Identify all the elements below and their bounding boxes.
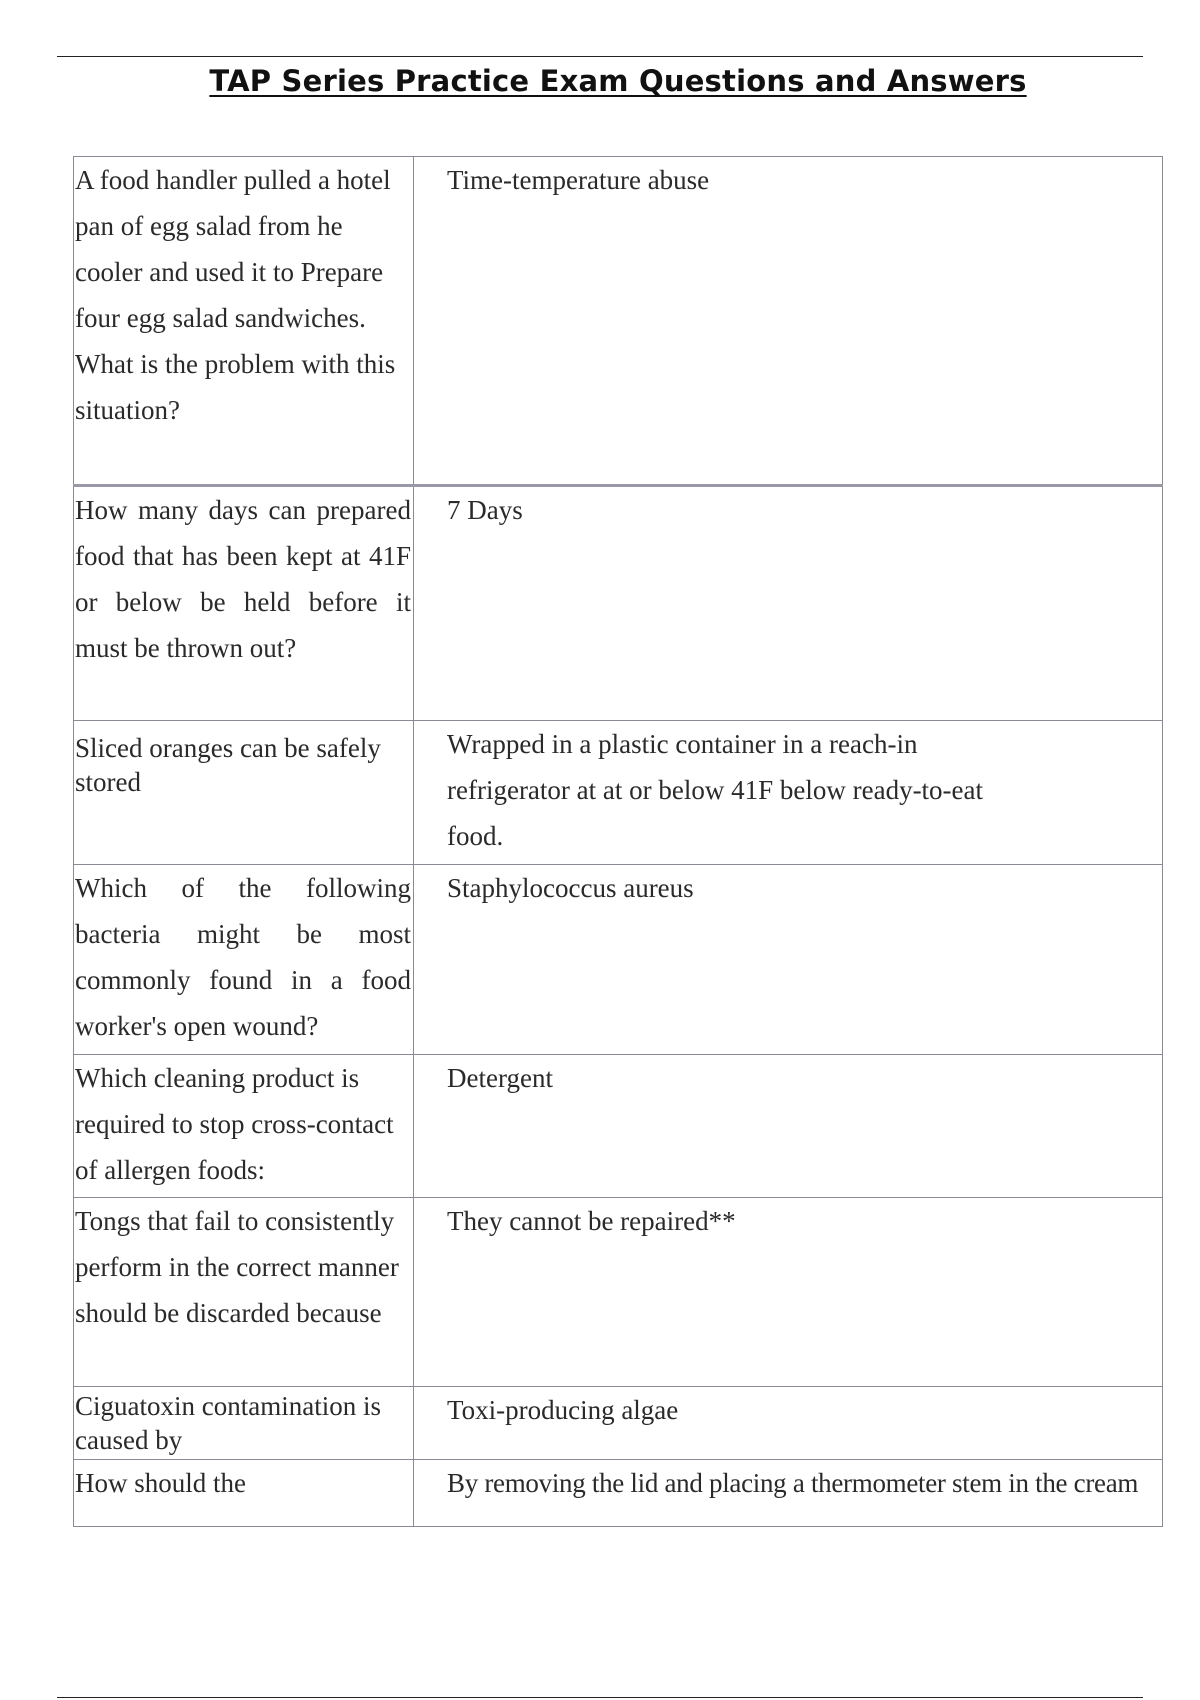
question-cell xyxy=(74,157,414,486)
answer-text: Staphylococcus aureus xyxy=(447,873,694,903)
question-cell xyxy=(74,1387,414,1460)
page-title: TAP Series Practice Exam Questions and Answers xyxy=(209,64,1027,98)
table-row xyxy=(74,721,1163,865)
question-text: Which cleaning product is required to stop cross-contact of allergen foods: xyxy=(75,1063,394,1185)
question-cell xyxy=(74,865,414,1055)
question-cell xyxy=(74,486,414,721)
question-text: Tongs that fail to consistently perform in the correct manner should be discarded because xyxy=(75,1206,399,1328)
answer-text: Toxi-producing algae xyxy=(447,1395,679,1425)
answer-cell xyxy=(414,157,1163,486)
answer-cell xyxy=(414,1460,1163,1527)
table-row xyxy=(74,486,1163,721)
answer-text: Time-temperature abuse xyxy=(447,165,710,195)
header-rule xyxy=(57,56,1143,57)
question-text: Ciguatoxin contamination is caused by xyxy=(75,1391,381,1455)
question-text: How should the xyxy=(75,1468,246,1498)
answer-text: They cannot be repaired** xyxy=(447,1206,736,1236)
answer-cell xyxy=(414,486,1163,721)
table-row xyxy=(74,1055,1163,1198)
answer-cell xyxy=(414,1198,1163,1387)
answer-cell xyxy=(414,865,1163,1055)
answer-text: 7 Days xyxy=(447,495,523,525)
answer-text: By removing the lid and placing a thermometer stem in the cream xyxy=(447,1468,1139,1498)
table-row xyxy=(74,865,1163,1055)
question-text: How many days can prepared food that has been kept at 41F or below be held before it must be thrown out? xyxy=(75,495,411,663)
table-row xyxy=(74,1387,1163,1460)
question-cell xyxy=(74,1055,414,1198)
question-cell xyxy=(74,1460,414,1527)
qa-table xyxy=(73,156,1163,1527)
table-row xyxy=(74,157,1163,486)
answer-cell xyxy=(414,1387,1163,1460)
answer-cell xyxy=(414,721,1163,865)
question-text: A food handler pulled a hotel pan of egg salad from he cooler and used it to Prepare four egg salad sandwiches. What is the problem with this situation? xyxy=(75,165,396,425)
answer-text: Detergent xyxy=(447,1063,553,1093)
answer-text: Wrapped in a plastic container in a reach-in refrigerator at at or below 41F below ready-to-eat food. xyxy=(447,729,984,851)
question-text: Which of the following bacteria might be most commonly found in a food worker's open wound? xyxy=(75,873,411,1041)
answer-cell xyxy=(414,1055,1163,1198)
question-text: Sliced oranges can be safely stored xyxy=(75,733,381,797)
table-row xyxy=(74,1198,1163,1387)
footer-rule xyxy=(57,1697,1143,1698)
question-cell xyxy=(74,721,414,865)
table-row xyxy=(74,1460,1163,1527)
question-cell xyxy=(74,1198,414,1387)
